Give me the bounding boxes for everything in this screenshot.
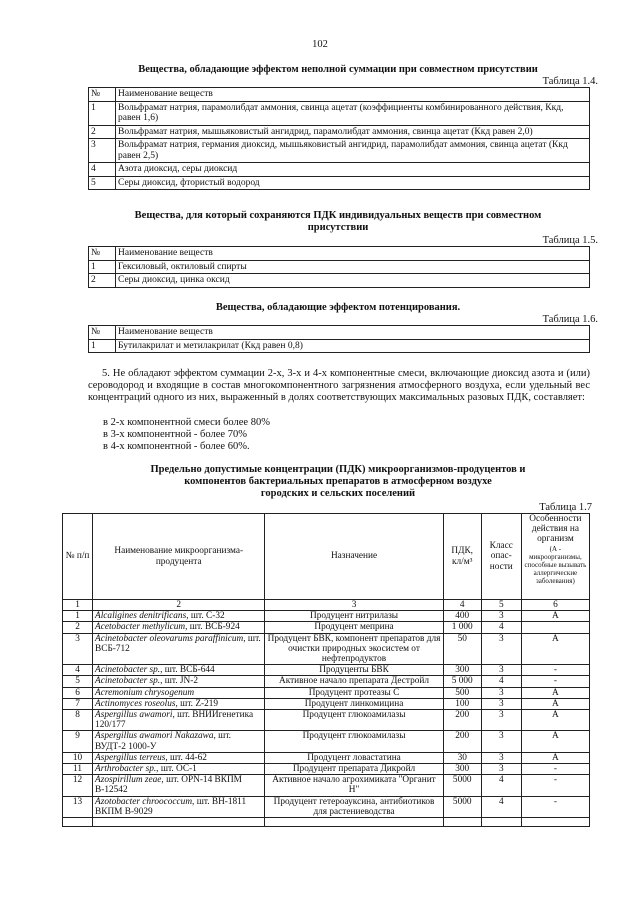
list-item: в 3-х компонентной - более 70% <box>103 429 247 441</box>
table-row <box>63 665 590 676</box>
organism-latin-name: Actinomyces roseolus <box>95 698 176 709</box>
row-purpose: Продуценты БВК <box>265 665 443 676</box>
percent-list <box>103 417 503 454</box>
row-number: 1 <box>89 260 116 274</box>
organism-strain: , шт. JN-2 <box>160 676 199 687</box>
table-row <box>89 163 590 177</box>
col-number: 4 <box>443 600 481 611</box>
row-number: 1 <box>63 611 93 622</box>
section2-title <box>88 210 588 234</box>
row-substances: Серы диоксид, цинка оксид <box>116 274 590 288</box>
row-number: 2 <box>89 125 116 139</box>
row-features: А <box>521 710 589 731</box>
page-number: 102 <box>312 39 328 50</box>
row-substances: Вольфрамат натрия, германия диоксид, мышьяковистый ангидрид, парамолибдат аммония, свинца ацетат (Ккд равен 2,5) <box>116 139 590 163</box>
table-row <box>63 796 590 817</box>
section3-title: Вещества, обладающие эффектом потенцирования. <box>215 302 461 313</box>
row-pdk: 300 <box>443 764 481 775</box>
table-row <box>89 176 590 190</box>
section4-title-line1: Предельно допустимые концентрации (ПДК) микроорганизмов-продуцентов и <box>150 464 526 475</box>
table-row <box>89 101 590 125</box>
table-row <box>89 260 590 274</box>
row-number: 2 <box>89 274 116 288</box>
organism-strain: , шт. ВСБ-712 <box>95 633 261 654</box>
table-row <box>89 139 590 163</box>
row-substances: Азота диоксид, серы диоксид <box>116 163 590 177</box>
section4-title <box>88 464 588 500</box>
row-number: 9 <box>63 731 93 752</box>
organism-latin-name: Alcaligines denitrificans <box>95 611 187 622</box>
table-row <box>63 687 590 698</box>
table-row <box>63 698 590 709</box>
section4-title-line3: городских и сельских поселений <box>260 488 416 499</box>
col-header-purpose: Назначение <box>265 514 443 600</box>
row-class: 4 <box>481 775 521 796</box>
features-title: Особенности действия на организм <box>529 514 582 545</box>
organism-latin-name: Acinetobacter sp. <box>95 665 161 676</box>
row-number: 5 <box>89 176 116 190</box>
row-organism <box>93 676 265 687</box>
organism-latin-name: Azotobacter chroococcum <box>95 796 193 807</box>
row-features: А <box>521 731 589 752</box>
col-number: 2 <box>93 600 265 611</box>
organism-latin-name: Acetobacter methylicum <box>95 622 186 633</box>
row-organism <box>93 731 265 752</box>
row-number: 1 <box>89 101 116 125</box>
row-organism <box>93 764 265 775</box>
organism-strain: , шт. Z-219 <box>175 698 219 709</box>
table-row <box>63 764 590 775</box>
row-features: А <box>521 633 589 665</box>
organism-strain: , шт. ВН-1811 ВКПМ В-9029 <box>95 796 247 817</box>
table-header-name: Наименование веществ <box>116 326 590 340</box>
table-row <box>63 710 590 731</box>
row-organism <box>93 633 265 665</box>
row-features <box>521 622 589 633</box>
table-row <box>63 676 590 687</box>
organism-strain: , шт. ВСБ-644 <box>160 665 215 676</box>
row-features: - <box>521 775 589 796</box>
row-organism <box>93 796 265 817</box>
row-number: 11 <box>63 764 93 775</box>
row-pdk: 30 <box>443 752 481 763</box>
row-organism <box>93 698 265 709</box>
row-number: 1 <box>89 339 116 353</box>
row-pdk: 300 <box>443 665 481 676</box>
organism-latin-name: Aspergillus terreus <box>95 752 166 763</box>
row-substances: Гексиловый, октиловый спирты <box>116 260 590 274</box>
table-1-7-label: Таблица 1.7 <box>539 502 592 513</box>
row-pdk: 500 <box>443 687 481 698</box>
table-1-5-label: Таблица 1.5. <box>542 235 598 246</box>
table-header-number: № <box>89 247 116 261</box>
row-substances: Вольфрамат натрия, парамолибдат аммония, свинца ацетат (коэффициенты комбинированного действия, Ккд, равен 1,6) <box>116 101 590 125</box>
table-1-4-label: Таблица 1.4. <box>542 76 598 87</box>
row-purpose: Продуцент нитрилазы <box>265 611 443 622</box>
row-features: - <box>521 764 589 775</box>
row-pdk: 5000 <box>443 796 481 817</box>
empty-cell <box>443 818 481 827</box>
organism-latin-name: Acremonium chrysogenum <box>95 687 195 698</box>
empty-cell <box>265 818 443 827</box>
col-header-number: № п/п <box>63 514 93 600</box>
row-number: 8 <box>63 710 93 731</box>
col-number: 6 <box>521 600 589 611</box>
row-pdk: 200 <box>443 710 481 731</box>
row-class: 3 <box>481 611 521 622</box>
row-class: 3 <box>481 710 521 731</box>
row-pdk: 50 <box>443 633 481 665</box>
row-number: 3 <box>89 139 116 163</box>
table-1-7 <box>62 513 590 827</box>
organism-latin-name: Aspergillus awamori Nakazawa <box>95 731 214 742</box>
row-purpose: Продуцент глюкоамилазы <box>265 731 443 752</box>
row-substances: Бутилакрилат и метилакрилат (Ккд равен 0,8) <box>116 339 590 353</box>
row-pdk: 400 <box>443 611 481 622</box>
row-number: 6 <box>63 687 93 698</box>
table-header-name: Наименование веществ <box>116 88 590 102</box>
row-class: 3 <box>481 665 521 676</box>
row-substances: Вольфрамат натрия, мышьяковистый ангидрид, парамолибдат аммония, свинца ацетат (Ккд равен 2,0) <box>116 125 590 139</box>
row-purpose: Продуцент протеазы С <box>265 687 443 698</box>
table-1-4 <box>88 87 590 190</box>
organism-strain: , шт. ВНИИгенетика 120/177 <box>95 710 254 731</box>
organism-latin-name: Acinetobacter sp. <box>95 676 161 687</box>
row-purpose: Продуцент глюкоамилазы <box>265 710 443 731</box>
row-features: - <box>521 676 589 687</box>
row-substances: Серы диоксид, фтористый водород <box>116 176 590 190</box>
col-header-name: Наименование микроорганизма-продуцента <box>93 514 265 600</box>
table-row <box>63 752 590 763</box>
section4-title-line2: компонентов бактериальных препаратов в атмосферном воздухе <box>184 476 492 487</box>
section2-title-line1: Вещества, для который сохраняются ПДК индивидуальных веществ при совместном <box>134 210 542 221</box>
section2-title-line2: присутствии <box>307 222 369 233</box>
row-pdk: 1 000 <box>443 622 481 633</box>
row-purpose: Продуцент линкомицина <box>265 698 443 709</box>
row-pdk: 5 000 <box>443 676 481 687</box>
organism-latin-name: Arthrobacter sp. <box>95 764 157 775</box>
row-class: 3 <box>481 764 521 775</box>
row-organism <box>93 710 265 731</box>
organism-latin-name: Acinetobacter oleovarums paraffinicum <box>95 633 244 644</box>
table-row <box>63 611 590 622</box>
row-purpose: Продуцент ловастатина <box>265 752 443 763</box>
table-row <box>63 622 590 633</box>
table-1-6 <box>88 325 590 353</box>
row-class: 4 <box>481 622 521 633</box>
table-row <box>63 775 590 796</box>
row-pdk: 100 <box>443 698 481 709</box>
row-purpose: Активное начало препарата Дестройл <box>265 676 443 687</box>
row-purpose: Продуцент меприна <box>265 622 443 633</box>
row-class: 3 <box>481 633 521 665</box>
row-number: 3 <box>63 633 93 665</box>
row-pdk: 200 <box>443 731 481 752</box>
empty-cell <box>521 818 589 827</box>
row-number: 10 <box>63 752 93 763</box>
col-header-class: Класс опас- ности <box>481 514 521 600</box>
row-organism <box>93 622 265 633</box>
row-number: 7 <box>63 698 93 709</box>
row-number: 5 <box>63 676 93 687</box>
table-row <box>89 274 590 288</box>
row-purpose: Продуцент препарата Дикройл <box>265 764 443 775</box>
organism-strain: , шт. ВУДТ-2 1000-У <box>95 731 232 752</box>
row-number: 12 <box>63 775 93 796</box>
row-features: А <box>521 752 589 763</box>
empty-cell <box>481 818 521 827</box>
organism-strain: , шт. ВСБ-924 <box>185 622 240 633</box>
row-number: 4 <box>63 665 93 676</box>
paragraph-5: 5. Не обладают эффектом суммации 2-х, 3-х и 4-х компонентные смеси, включающие диоксид азота и (или) сероводород и входящие в состав многокомпонентного загрязнения атмосферного воздуха, если удельный вес концентраций одного из них, выраженный в долях соответствующих максимальных разовых ПДК, составляет: <box>88 368 590 404</box>
section1-title: Вещества, обладающие эффектом неполной суммации при совместном присутствии <box>138 64 538 75</box>
row-organism <box>93 775 265 796</box>
row-organism <box>93 665 265 676</box>
col-number: 5 <box>481 600 521 611</box>
organism-strain: , шт. 44-62 <box>165 752 207 763</box>
row-features: А <box>521 687 589 698</box>
row-class: 4 <box>481 676 521 687</box>
table-row <box>63 633 590 665</box>
table-row <box>63 731 590 752</box>
table-row <box>89 339 590 353</box>
organism-latin-name: Azospirillum zeae <box>95 775 162 786</box>
empty-cell <box>93 818 265 827</box>
row-class: 3 <box>481 731 521 752</box>
row-purpose: Продуцент БВК, компонент препаратов для очистки природных экосистем от нефтепродуктов <box>265 633 443 665</box>
row-class: 3 <box>481 752 521 763</box>
row-number: 13 <box>63 796 93 817</box>
table-header-number: № <box>89 88 116 102</box>
row-number: 2 <box>63 622 93 633</box>
organism-strain: , шт. С-32 <box>186 611 225 622</box>
table-header-name: Наименование веществ <box>116 247 590 261</box>
row-purpose: Активное начало агрохимиката "Органит Н" <box>265 775 443 796</box>
organism-strain: , шт. OPN-14 ВКПМ В-12542 <box>95 775 242 796</box>
row-purpose: Продуцент гетероауксина, антибиотиков для растениеводства <box>265 796 443 817</box>
row-features: - <box>521 665 589 676</box>
row-organism <box>93 611 265 622</box>
row-pdk: 5000 <box>443 775 481 796</box>
list-item: в 2-х компонентной смеси более 80% <box>103 417 270 428</box>
row-number: 4 <box>89 163 116 177</box>
row-class: 3 <box>481 698 521 709</box>
organism-strain: , шт. ОС-1 <box>156 764 197 775</box>
col-number: 1 <box>63 600 93 611</box>
row-features: А <box>521 698 589 709</box>
empty-cell <box>63 818 93 827</box>
col-header-features <box>521 514 589 600</box>
empty-row <box>63 818 590 827</box>
row-organism <box>93 752 265 763</box>
features-note: (А - микроорганизмы, способные вызывать аллергические заболевания) <box>524 544 587 585</box>
col-number: 3 <box>265 600 443 611</box>
table-row <box>89 125 590 139</box>
row-features: А <box>521 611 589 622</box>
row-organism <box>93 687 265 698</box>
list-item: в 4-х компонентной - более 60%. <box>103 441 250 453</box>
table-header-number: № <box>89 326 116 340</box>
col-header-pdk: ПДК, кл/м³ <box>443 514 481 600</box>
organism-latin-name: Aspergillus awamori <box>95 710 173 721</box>
row-class: 4 <box>481 796 521 817</box>
row-features: - <box>521 796 589 817</box>
table-1-5 <box>88 246 590 288</box>
row-class: 3 <box>481 687 521 698</box>
table-1-6-label: Таблица 1.6. <box>542 314 598 325</box>
